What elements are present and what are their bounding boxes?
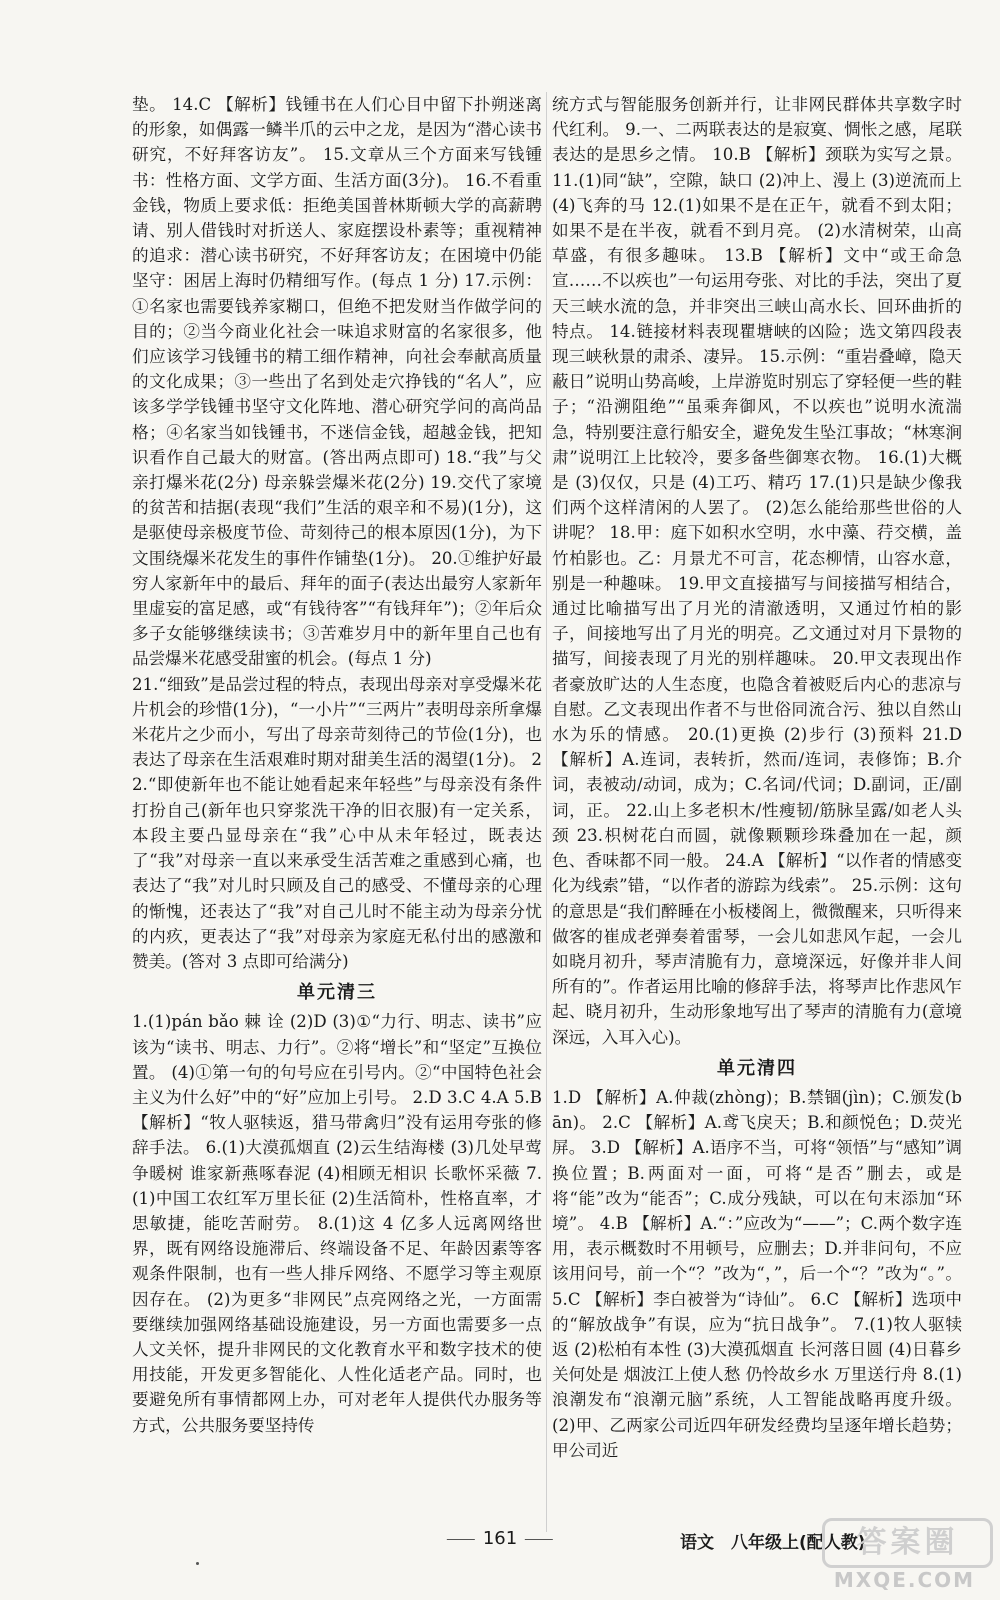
answer-block-left-1: 垫。 14.C 【解析】钱锺书在人们心目中留下扑朔迷离的形象，如偶露一鳞半爪的云中之龙，是因为“潜心读书研究，不好拜客访友”。 15.文章从三个方面来写钱锺书：性格方面、文学方面、生活方面(3分)。 16.不看重金钱，物质上要求低：拒绝美国普林斯顿大学的高薪聘请、别人借钱时对折送人、家庭摆设朴素等；重视精神的追求：潜心读书研究，不好拜客访友；在困境中仍能坚守：困居上海时仍精细写作。(每点 1 分) 17.示例：①名家也需要钱养家糊口，但绝不把发财当作做学问的目的；②当今商业化社会一味追求财富的名家很多，他们应该学习钱锺书的精工细作精神，向社会奉献高质量的文化成果；③一些出了名到处走穴挣钱的“名人”，应该多学学钱锺书坚守文化阵地、潜心研究学问的高尚品格；④名家当如钱锺书，不迷信金钱，超越金钱，把知识看作自己最大的财富。(答出两点即可) 18.“我”与父亲打爆米花(2分) 母亲躲尝爆米花(2分) 19.交代了家境的贫苦和拮据(表现“我们”生活的艰辛和不易)(1分)，这是驱使母亲极度节俭、苛刻待己的根本原因(1分)，为下文围绕爆米花发生的事件作铺垫(1分)。 20.①维护好最穷人家新年中的最后、拜年的面子(表达出最穷人家新年里虚妄的富足感，或“有钱待客”“有钱拜年”)；②年后众多子女能够继续读书；③苦难岁月中的新年里自己也有品尝爆米花感受甜蜜的机会。(每点 1 分): [132, 95, 542, 669]
answer-block-right-2: 1.D 【解析】A.仲裁(zhòng)；B.禁锢(jìn)；C.颁发(bān)。 2.C 【解析】A.鸢飞戾天；B.和颜悦色；D.荧光屏。 3.D 【解析】A.语序不当，可将“领悟”与“感知”调换位置；B.两面对一面，可将“是否”删去，或是将“能”改为“能否”；C.成分残缺，可以在句末添加“环境”。 4.B 【解析】A.“：”应改为“——”；C.两个数字连用，表示概数时不用顿号，应删去；D.并非问句，不应该用问号，前一个“？”改为“，”，后一个“？”改为“。”。 5.C 【解析】李白被誉为“诗仙”。 6.C 【解析】选项中的“解放战争”有误，应为“抗日战争”。 7.(1)牧人驱犊返 (2)松柏有本性 (3)大漠孤烟直 长河落日圆 (4)日暮乡关何处是 烟波江上使人愁 仍怜故乡水 万里送行舟 8.(1)浪潮发布“浪潮元脑”系统，人工智能战略再度升级。 (2)甲、乙两家公司近四年研发经费均呈逐年增长趋势；甲公司近: [552, 1087, 962, 1460]
page-number: 161: [439, 1528, 561, 1549]
right-column: [552, 92, 962, 1463]
book-label: 语文 八年级上(配人教): [680, 1533, 866, 1553]
answer-block-right-1: 统方式与智能服务创新并行，让非网民群体共享数字时代红利。 9.一、二两联表达的是寂寞、惆怅之感，尾联表达的是思乡之情。 10.B 【解析】颈联为实写之景。 11.(1)同“缺”，空隙，缺口 (2)冲上、漫上 (3)逆流而上 (4)飞奔的马 12.(1)如果不是在正午，就看不到太阳；如果不是在半夜，就看不到月亮。 (2)水清树荣，山高草盛，有很多趣味。 13.B 【解析】文中“或王命急宣……不以疾也”一句运用夸张、对比的手法，突出了夏天三峡水流的急，并非突出三峡山高水长、回环曲折的特点。 14.链接材料表现瞿塘峡的凶险；选文第四段表现三峡秋景的肃杀、凄异。 15.示例：“重岩叠嶂，隐天蔽日”说明山势高峻，上岸游览时别忘了穿轻便一些的鞋子；“沿溯阻绝”“虽乘奔御风，不以疾也”说明水流湍急，特别要注意行船安全，避免发生坠江事故；“林寒涧肃”说明江上比较冷，要多备些御寒衣物。 16.(1)大概是 (3)仅仅，只是 (4)工巧、精巧 17.(1)只是缺少像我们两个这样清闲的人罢了。 (2)怎么能给那些世俗的人讲呢？ 18.甲：庭下如积水空明，水中藻、荇交横，盖竹柏影也。乙：月景尤不可言，花态柳情，山容水意，别是一种趣味。 19.甲文直接描写与间接描写相结合，通过比喻描写出了月光的清澈透明，又通过竹柏的影子，间接地写出了月光的明亮。乙文通过对月下景物的描写，间接表现了月光的别样趣味。 20.甲文表现出作者豪放旷达的人生态度，也隐含着被贬后内心的悲凉与自慰。乙文表现出作者不与世俗同流合污、独以自然山水为乐的情感。 20.(1)更换 (2)步行 (3)预料 21.D 【解析】A.连词，表转折，然而/连词，表修饰；B.介词，表被动/动词，成为；C.名词/代词；D.副词，正/副词，正。 22.山上多老枳木/性瘦韧/筋脉呈露/如老人头颈 23.枳树花白而圆，就像颗颗珍珠叠加在一起，颜色、香味都不同一般。 24.A 【解析】“以作者的情感变化为线索”错，“以作者的游踪为线索”。 25.示例：这句的意思是“我们醉睡在小板楼阁上，微微醒来，只听得来做客的崔成老弹奏着雷琴，一会儿如悲风乍起，一会儿如晓月初升，琴声清脆有力，意境深远，好像并非人间所有的”。作者运用比喻的修辞手法，将琴声比作悲风乍起、晓月初升，生动形象地写出了琴声的清脆有力(意境深远，入耳入心)。: [552, 95, 962, 1047]
watermark-url: MXQE.COM: [833, 1568, 976, 1592]
watermark-logo-text: 答案圈: [822, 1518, 993, 1568]
section-title-unit3: 单元清三: [297, 982, 377, 1004]
answer-block-left-2: 21.“细致”是品尝过程的特点，表现出母亲对享受爆米花片机会的珍惜(1分)，“一小片”“三两片”表明母亲所拿爆米花片之少而小，写出了母亲苛刻待己的节俭(1分)，也表达了母亲在生活艰难时期对甜美生活的渴望(1分)。 22.“即使新年也不能让她看起来年轻些”与母亲没有条件打扮自己(新年也只穿浆洗干净的旧衣服)有一定关系，本段主要凸显母亲在“我”心中从未年轻过，既表达了“我”对母亲一直以来承受生活苦难之重感到心痛，也表达了“我”对儿时只顾及自己的感受、不懂母亲的心理的惭愧，还表达了“我”对自己儿时不能主动为母亲分忧的内疚，更表达了“我”对母亲为家庭无私付出的感激和赞美。(答对 3 点即可给满分): [132, 674, 542, 971]
answer-block-left-3: 1.(1)pán bǎo 棘 诠 (2)D (3)①“力行、明志、读书”应该为“读书、明志、力行”。②将“增长”和“坚定”互换位置。 (4)①第一句的句号应在引号内。②“中国特色社会主义为什么好”中的“好”应加上引号。 2.D 3.C 4.A 5.B 【解析】“牧人驱犊返，猎马带禽归”没有运用夸张的修辞手法。 6.(1)大漠孤烟直 (2)云生结海楼 (3)几处早莺争暖树 谁家新燕啄春泥 (4)相顾无相识 长歌怀采薇 7.(1)中国工农红军万里长征 (2)生活简朴，性格直率，才思敏捷，能吃苦耐劳。 8.(1)这 4 亿多人远离网络世界，既有网络设施滞后、终端设备不足、年龄因素等客观条件限制，也有一些人排斥网络、不愿学习等主观原因存在。 (2)为更多“非网民”点亮网络之光，一方面需要继续加强网络基础设施建设，另一方面也需要多一点人文关怀，提升非网民的文化教育水平和数字技术的使用技能，开发更多智能化、人性化适老产品。同时，也要避免所有事情都网上办，可对老年人提供代办服务等方式，公共服务要坚持传: [132, 1012, 542, 1435]
watermark-logo: [822, 1518, 987, 1593]
section-title-unit4: 单元清四: [717, 1057, 797, 1079]
left-column: [132, 92, 542, 1438]
ink-dot: [196, 1562, 199, 1565]
column-divider: [546, 92, 547, 1532]
